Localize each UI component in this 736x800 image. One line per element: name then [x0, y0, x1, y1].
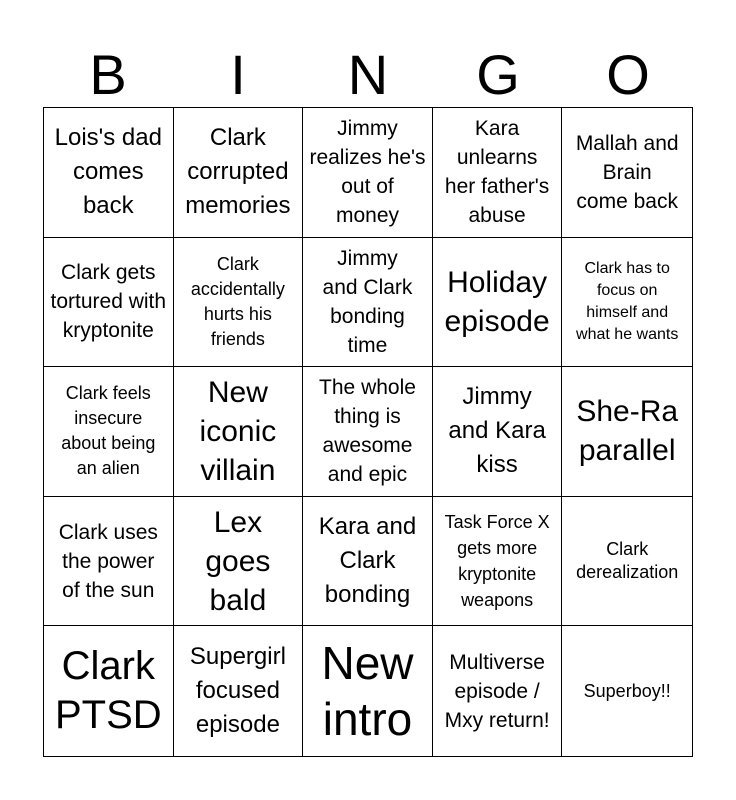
cell-text: Superboy!! [583, 681, 671, 702]
cell-text: Clark gets tortured with kryptonite [50, 261, 167, 343]
bingo-cell[interactable] [433, 108, 563, 238]
bingo-cell[interactable] [562, 497, 692, 627]
bingo-cell[interactable] [174, 626, 304, 756]
bingo-cell[interactable] [44, 238, 174, 368]
bingo-cell[interactable] [303, 108, 433, 238]
cell-text: Clark feels insecure about being an alien [61, 383, 156, 479]
cell-text: Lex goes bald [205, 505, 271, 617]
bingo-cell[interactable] [303, 626, 433, 756]
bingo-cell[interactable] [562, 238, 692, 368]
bingo-cell[interactable] [44, 626, 174, 756]
header-letter-g: G [476, 43, 520, 106]
bingo-cell[interactable] [44, 497, 174, 627]
cell-text: Mallah and Brain come back [575, 131, 679, 213]
bingo-cell[interactable] [44, 367, 174, 497]
bingo-grid [43, 107, 693, 757]
bingo-cell[interactable] [433, 238, 563, 368]
cell-text: Clark uses the power of the sun [58, 520, 158, 602]
cell-text: Clark corrupted memories [185, 124, 291, 220]
bingo-cell[interactable] [303, 238, 433, 368]
cell-text: Multiverse episode / Mxy return! [444, 650, 550, 732]
cell-text: Jimmy realizes he's out of money [309, 117, 426, 228]
cell-text: The whole thing is awesome and epic [319, 376, 416, 487]
cell-text: Holiday episode [444, 265, 550, 338]
cell-text: Lois's dad comes back [54, 124, 162, 220]
bingo-cell[interactable] [562, 367, 692, 497]
bingo-cell[interactable] [174, 108, 304, 238]
bingo-cell[interactable] [174, 238, 304, 368]
cell-text: Jimmy and Kara kiss [448, 383, 546, 479]
bingo-cell[interactable] [174, 497, 304, 627]
cell-text: Kara and Clark bonding [318, 513, 417, 609]
header-letter-o: O [606, 43, 650, 106]
bingo-cell[interactable] [303, 367, 433, 497]
cell-text: New iconic villain [199, 375, 277, 487]
cell-text: Clark derealization [576, 539, 679, 583]
header-letter-i: I [230, 43, 246, 106]
bingo-cell[interactable] [44, 108, 174, 238]
bingo-cell[interactable] [174, 367, 304, 497]
bingo-cell[interactable] [433, 626, 563, 756]
cell-text: Task Force X gets more kryptonite weapons [444, 512, 550, 611]
cell-text: She-Ra parallel [576, 395, 679, 468]
cell-text: Supergirl focused episode [189, 643, 286, 739]
cell-text: Kara unlearns her father's abuse [444, 117, 550, 228]
bingo-cell[interactable] [433, 497, 563, 627]
bingo-header [43, 44, 693, 106]
cell-text: New intro [321, 637, 414, 746]
bingo-cell[interactable] [562, 108, 692, 238]
bingo-cell[interactable] [433, 367, 563, 497]
cell-text: Clark accidentally hurts his friends [190, 253, 285, 349]
cell-text: Clark has to focus on himself and what he wants [576, 259, 679, 343]
bingo-cell[interactable] [562, 626, 692, 756]
header-letter-b: B [89, 43, 127, 106]
bingo-cell[interactable] [303, 497, 433, 627]
header-letter-n: N [347, 43, 389, 106]
cell-text: Clark PTSD [54, 644, 162, 738]
cell-text: Jimmy and Clark bonding time [322, 246, 413, 357]
